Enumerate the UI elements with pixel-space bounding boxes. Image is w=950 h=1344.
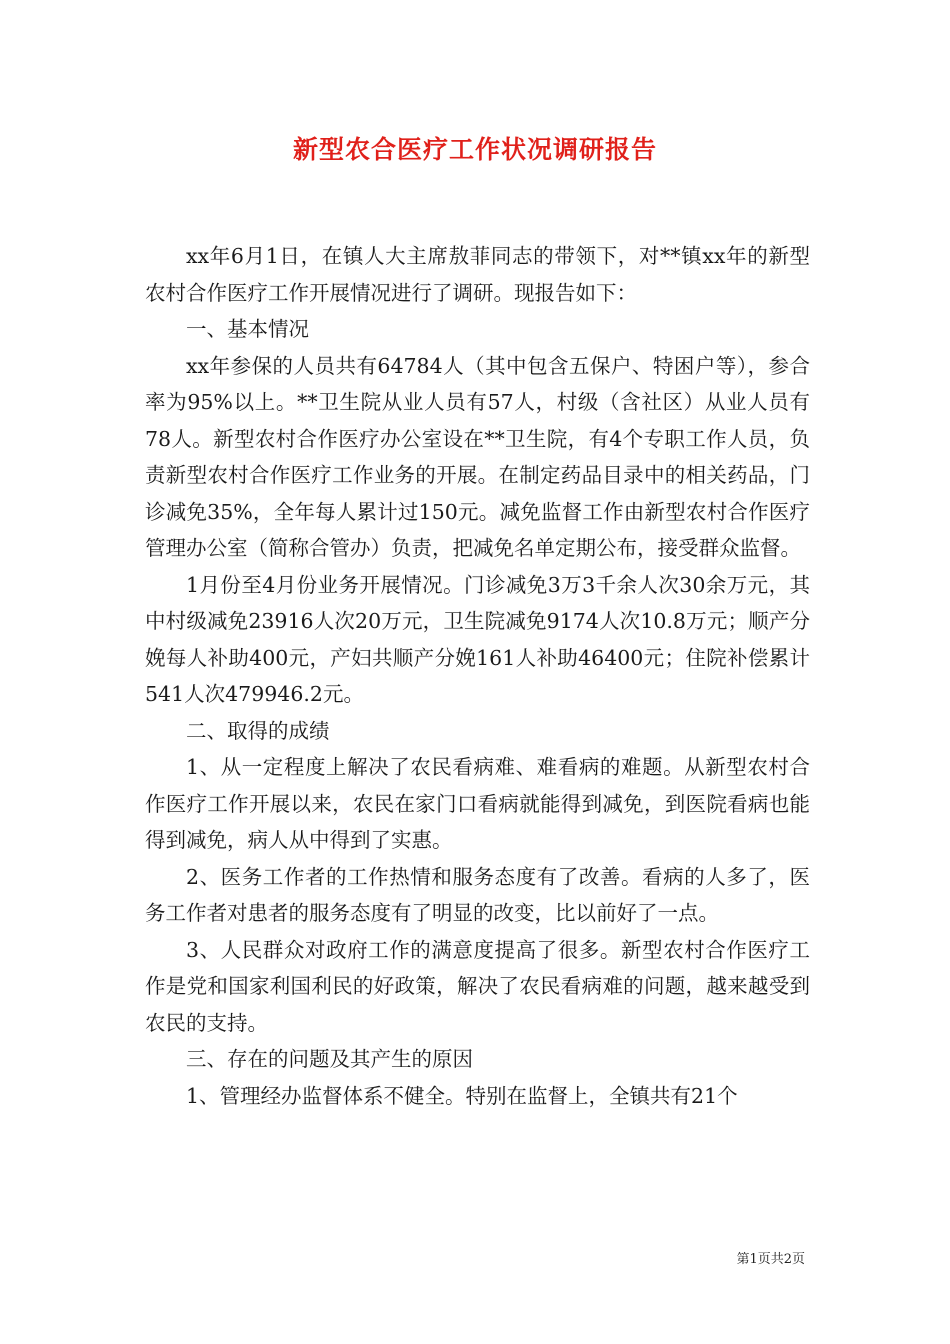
section-heading-basic-situation: 一、基本情况 [186,317,309,341]
achievement-item-2: 2、医务工作者的工作热情和服务态度有了改善。看病的人多了，医务工作者对患者的服务态度有了明显的改变，比以前好了一点。 [145,864,810,925]
page-indicator: 第1页共2页 [736,1252,805,1267]
page-title: 新型农合医疗工作状况调研报告 [292,135,657,164]
achievement-item-1: 1、从一定程度上解决了农民看病难、难看病的难题。从新型农村合作医疗工作开展以来，农民在家门口看病就能得到减免，到医院看病也能得到减免，病人从中得到了实惠。 [145,755,810,852]
basic-situation-paragraph: xx年参保的人员共有64784人（其中包含五保户、特困户等），参合率为95%以上。**卫生院从业人员有57人，村级（含社区）从业人员有78人。新型农村合作医疗办公室设在**卫生院，有4个专职工作人员，负责新型农村合作医疗工作业务的开展。在制定药品目录中的相关药品，门诊减免35%，全年每人累计过150元。减免监督工作由新型农村合作医疗管理办公室（简称合管办）负责，把减免名单定期公布，接受群众监督。 [145,353,810,560]
business-progress-paragraph: 1月份至4月份业务开展情况。门诊减免3万3千余人次30余万元，其中村级减免23916人次20万元，卫生院减免9174人次10.8万元；顺产分娩每人补助400元，产妇共顺产分娩161人补助46400元；住院补偿累计541人次479946.2元。 [145,572,810,706]
section-heading-problems: 三、存在的问题及其产生的原因 [186,1047,473,1071]
problem-item-1: 1、管理经办监督体系不健全。特别在监督上，全镇共有21个 [186,1083,738,1108]
document-body [145,238,810,1114]
intro-paragraph: xx年6月1日，在镇人大主席敖菲同志的带领下，对**镇xx年的新型农村合作医疗工作开展情况进行了调研。现报告如下： [145,244,810,305]
achievement-item-3: 3、人民群众对政府工作的满意度提高了很多。新型农村合作医疗工作是党和国家利国利民的好政策，解决了农民看病难的问题，越来越受到农民的支持。 [145,937,810,1035]
section-heading-achievements: 二、取得的成绩 [186,718,330,743]
